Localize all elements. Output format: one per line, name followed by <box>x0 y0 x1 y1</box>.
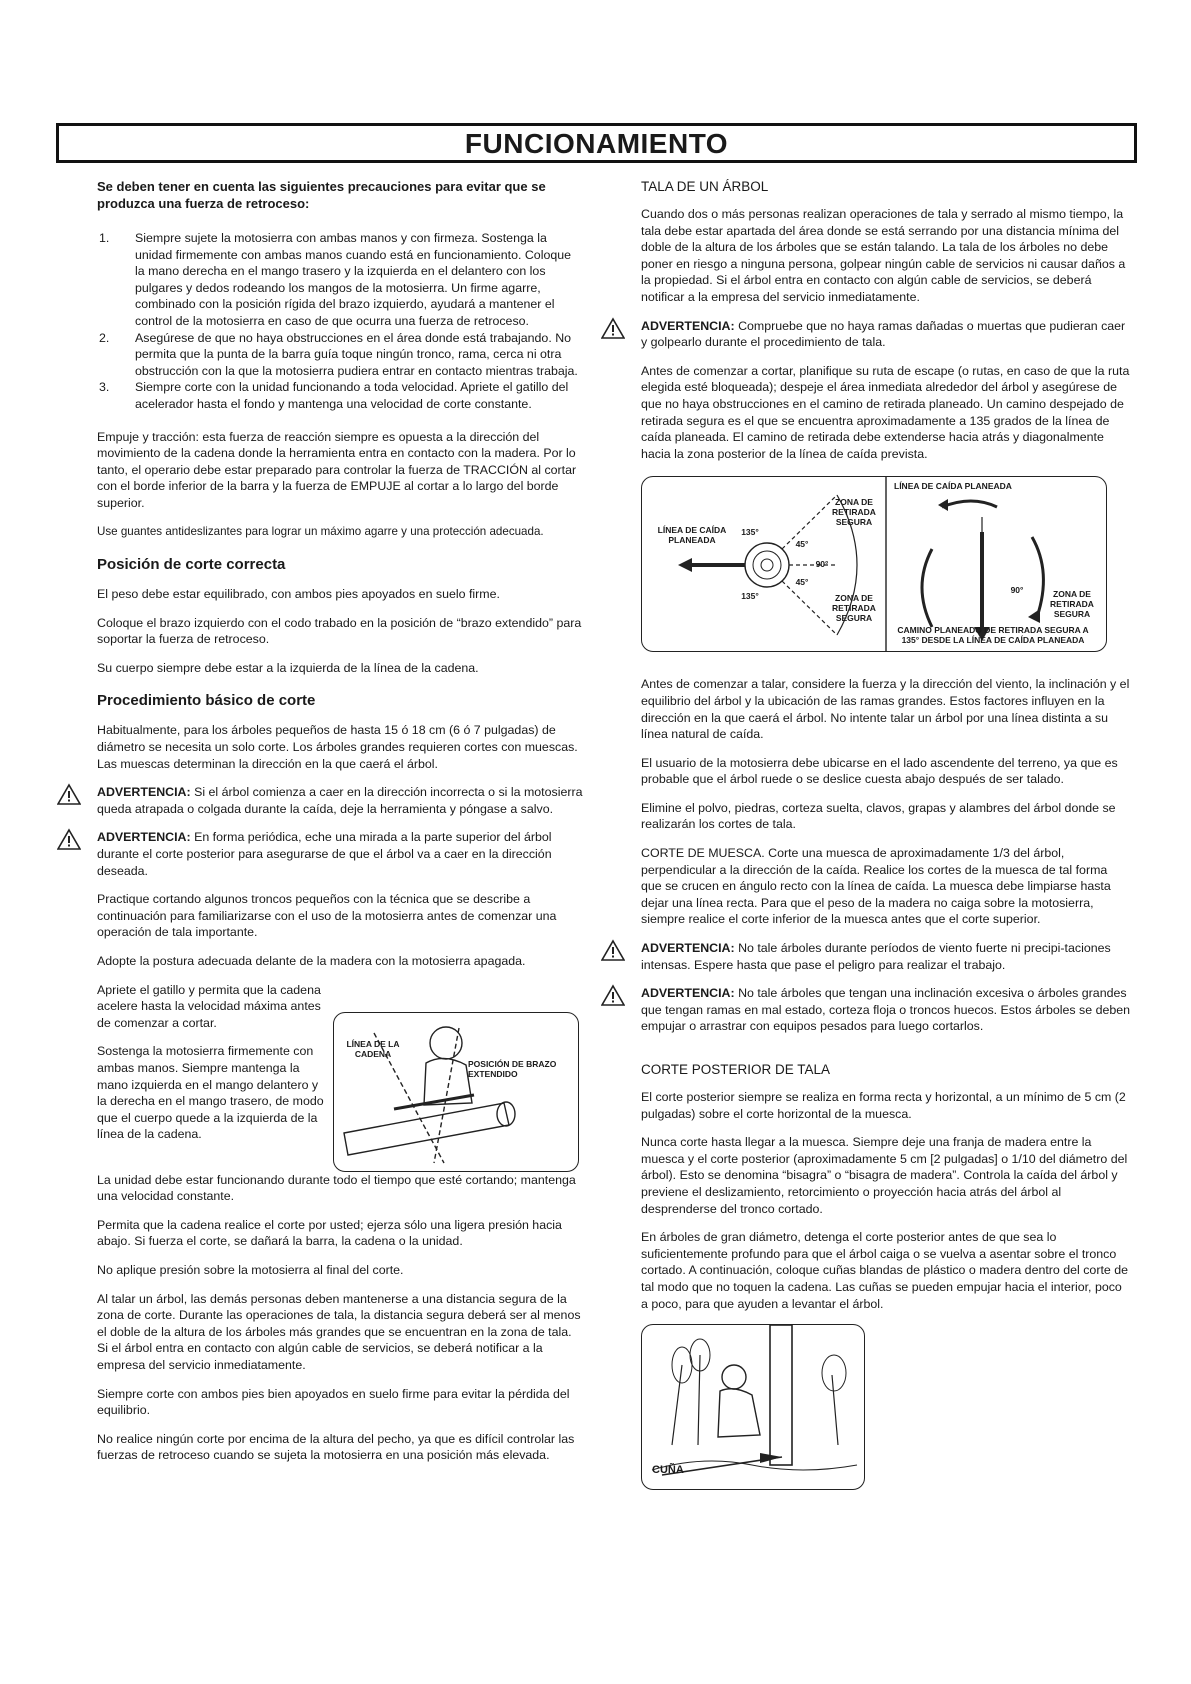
heading-back-cut: CORTE POSTERIOR DE TALA <box>641 1062 831 1077</box>
angle-90: 90° <box>815 559 829 570</box>
hold-paragraph: Sostenga la motosierra firmemente con ambas manos. Siempre mantenga la mano izquierda en el mango delantero y la derecha en el mango trasero, de modo que el cuerpo quede a la izquierda de la línea de la cadena. <box>97 1044 324 1142</box>
running-paragraph: La unidad debe estar funcionando durante todo el tiempo que esté cortando; mantenga una velocidad constante. <box>97 1172 576 1204</box>
angle-45-top: 45° <box>795 539 809 550</box>
retreat-zone-figure <box>641 476 1107 652</box>
let-chain-paragraph: Permita que la cadena realice el corte por usted; ejerza sólo una ligera presión hacia abajo. Si fuerza el corte, se dañará la barra, la cadena o la unidad. <box>97 1217 562 1249</box>
angle-90-right: 90° <box>1010 585 1024 596</box>
position-paragraph: El peso debe estar equilibrado, con ambos pies apoyados en suelo firme. <box>97 587 500 602</box>
chain-line-label: LÍNEA DE LA CADENA <box>346 1038 400 1059</box>
distance-paragraph: Al talar un árbol, las demás personas deben mantenerse a una distancia segura de la zona de corte. Durante las operaciones de tala, la distancia segura deberá ser al menos el doble de la altura de los árboles más grandes que se encuentran en la zona de tala. Si el árbol entra en contacto con algún cable de servicios, se deberá notificar a la empresa del servicio inmediatamente. <box>97 1291 581 1372</box>
angle-45-bottom: 45° <box>795 577 809 588</box>
heading-basic-procedure: Procedimiento básico de corte <box>97 692 316 710</box>
section-title-box <box>56 123 1137 163</box>
list-item: 2. Asegúrese de que no haya obstrucciones en el área donde está trabajando. No permita que la punta de la barra guía toque ningún tronco, rama, cerca ni otra obstrucción con la que la motosierra pudiera entrar en contacto mientras trabaja. <box>99 330 578 378</box>
chest-paragraph: No realice ningún corte por encima de la altura del pecho, ya que es difícil controlar las fuerzas de retroceso cuando se sujeta la motosierra en una posición más elevada. <box>97 1431 575 1463</box>
retreat-zone-right-label: ZONA DE RETIRADA SEGURA <box>1050 589 1094 620</box>
warning-triangle-icon <box>57 783 81 805</box>
warning-triangle-icon <box>601 939 625 961</box>
no-pressure-paragraph: No aplique presión sobre la motosierra al final del corte. <box>97 1262 404 1277</box>
list-item: 3. Siempre corte con la unidad funcionando a toda velocidad. Apriete el gatillo del acelerador hasta el fondo y mantenga una velocidad de corte constante. <box>99 380 569 411</box>
back-cut-paragraph: El corte posterior siempre se realiza en forma recta y horizontal, a un mínimo de 5 cm (2 pulgadas) sobre el corte horizontal de la muesca. <box>641 1090 1126 1121</box>
chainsaw-operator-illustration <box>334 1013 578 1171</box>
warning-paragraph: ADVERTENCIA: Compruebe que no haya ramas dañadas o muertas que pudieran caer y golpearlo durante el procedimiento de tala. <box>641 318 1131 351</box>
uphill-paragraph: El usuario de la motosierra debe ubicarse en el lado ascendente del terreno, ya que es probable que el árbol ruede o se deslice cuesta abajo después de ser talado. <box>641 755 1118 787</box>
notch-paragraph: CORTE DE MUESCA. Corte una muesca de aproximadamente 1/3 del árbol, perpendicular a la dirección de la caída. Realice los cortes de la muesca de tal forma que se crucen en ángulo recto con la línea de caída. La muesca debe limpiarse hasta dejar una línea recta. Para que el peso de la madera no caiga sobre la motosierra, siempre realice el corte inferior de la muesca antes que el corte superior. <box>641 846 1111 927</box>
extended-arm-label: POSICIÓN DE BRAZO EXTENDIDO <box>468 1058 557 1079</box>
position-paragraph: Coloque el brazo izquierdo con el codo trabado en la posición de “brazo extendido” para soportar la fuerza de retroceso. <box>97 615 582 647</box>
back-cut-paragraph: En árboles de gran diámetro, detenga el corte posterior antes de que sea lo suficientemente profundo para que el árbol caiga o se vuelva a asentar sobre el tronco cortado. A continuación, coloque cuñas blandas de plástico o madera dentro del corte de tal modo que no toquen la cadena. Las cuñas se pueden empujar hacia el interior, poco a poco, para que ayuden a levantar el árbol. <box>641 1230 1129 1311</box>
posture-paragraph: Adopte la postura adecuada delante de la madera con la motosierra apagada. <box>97 954 526 968</box>
retreat-path-label: CAMINO PLANEADO DE RETIRADA SEGURA A 135° DESDE LA LÍNEA DE CAÍDA PLANEADA <box>897 625 1089 646</box>
feet-paragraph: Siempre corte con ambos pies bien apoyados en suelo firme para evitar la pérdida del equilibrio. <box>97 1386 570 1418</box>
cutting-stance-block <box>97 982 583 1172</box>
wedge-label: CUÑA <box>652 1464 684 1477</box>
angle-135-top: 135° <box>741 527 759 538</box>
warning-triangle-icon <box>601 317 625 339</box>
practice-paragraph: Practique cortando algunos troncos pequeños con la técnica que se describe a continuación para familiarizarse con el uso de la motosierra antes de comenzar una operación de tala importante. <box>97 892 557 940</box>
warning-triangle-icon <box>601 984 625 1006</box>
chain-line-figure <box>333 1012 579 1172</box>
angle-135-bottom: 135° <box>741 591 759 602</box>
basic-paragraph: Habitualmente, para los árboles pequeños de hasta 15 ó 18 cm (6 ó 7 pulgadas) de diámetro se necesita un solo corte. Los árboles grandes requieren cortes con muescas. Las muescas determinan la dirección en la que caerá el árbol. <box>97 723 578 771</box>
wind-paragraph: Antes de comenzar a talar, considere la fuerza y la dirección del viento, la inclinación y el equilibrio del árbol y la ubicación de las ramas grandes. Estos factores influyen en la dirección en la que caerá el árbol. No intente talar un árbol por una línea distinta a su línea natural de caída. <box>641 677 1130 742</box>
wedge-figure <box>641 1324 865 1490</box>
precaution-list <box>97 230 583 413</box>
fall-line-top-label: LÍNEA DE CAÍDA PLANEADA <box>894 481 1012 492</box>
intro-text: Se deben tener en cuenta las siguientes precauciones para evitar que se produzca una fuerza de retroceso: <box>97 179 546 211</box>
back-cut-paragraph: Nunca corte hasta llegar a la muesca. Siempre deje una franja de madera entre la muesca y el corte posterior (aproximadamente 5 cm [2 pulgadas] o 1/10 del diámetro del árbol). Esto se denomina “bisagra” o “bisagra de madera”. Controla la caída del árbol y previene el deslizamiento, retorcimiento o proyección hacia atrás del árbol al desprenderse del tronco cortado. <box>641 1135 1128 1216</box>
warning-paragraph: ADVERTENCIA: Si el árbol comienza a caer en la dirección incorrecta o si la motosierra queda atrapada o colgada durante la caída, deje la herramienta y póngase a salvo. <box>97 784 583 817</box>
heading-correct-position: Posición de corte correcta <box>97 556 286 574</box>
page-title: FUNCIONAMIENTO <box>464 128 729 159</box>
retreat-zone-bottom-label: ZONA DE RETIRADA SEGURA <box>832 593 876 624</box>
warning-paragraph: ADVERTENCIA: No tale árboles que tengan una inclinación excesiva o árboles grandes que tengan ramas en mal estado, corteza floja o troncos huecos. Estos árboles se deben empujar o arrastrar con equipos pesados para luego cortarlos. <box>641 985 1131 1035</box>
warning-paragraph: ADVERTENCIA: No tale árboles durante períodos de viento fuerte ni precipi-taciones intensas. Espere hasta que pase el peligro para realizar el trabajo. <box>641 940 1131 973</box>
escape-paragraph: Antes de comenzar a cortar, planifique su ruta de escape (o rutas, en caso de que la ruta elegida esté bloqueada); despeje el área inmediata alrededor del árbol y asegúrese de que no haya obstrucciones en el camino de retirada planeado. Un camino despejado de retirada segura es el que se encuentra aproximadamente a 135 grados de la línea de caída planeada. El camino de retirada debe extenderse hacia atrás y diagonalmente hacia la zona posterior de la línea de caída prevista. <box>641 363 1130 461</box>
gloves-paragraph: Use guantes antideslizantes para lograr un máximo agarre y una protección adecuada. <box>97 524 544 538</box>
warning-paragraph: ADVERTENCIA: En forma periódica, eche una mirada a la parte superior del árbol durante el corte posterior para asegurarse de que el árbol va a caer en la dirección deseada. <box>97 829 583 879</box>
position-paragraph: Su cuerpo siempre debe estar a la izquierda de la línea de la cadena. <box>97 660 479 675</box>
retreat-zone-top-label: ZONA DE RETIRADA SEGURA <box>832 497 876 528</box>
trigger-paragraph: Apriete el gatillo y permita que la cadena acelere hasta la velocidad máxima antes de comenzar a cortar. <box>97 982 321 1030</box>
push-pull-paragraph: Empuje y tracción: esta fuerza de reacción siempre es opuesta a la dirección del movimiento de la cadena donde la herramienta entra en contacto con la madera. Por lo tanto, el operario debe estar preparado para controlar la fuerza de TRACCIÓN al cortar con el borde inferior de la barra y la fuerza de EMPUJE al cortar a lo largo del borde superior. <box>97 429 577 510</box>
felling-paragraph: Cuando dos o más personas realizan operaciones de tala y serrado al mismo tiempo, la tala debe estar apartada del área donde se está serrando por una distancia mínima del doble de la altura de los árboles que se están talando. La tala de los árboles no debe poner en riesgo a ninguna persona, golpear ningún cable de servicios ni causar daños a la propiedad. Si el árbol entra en contacto con algún cable de servicios, se deberá notificar a la empresa del servicio inmediatamente. <box>641 207 1126 304</box>
left-column <box>97 178 583 1476</box>
remove-paragraph: Elimine el polvo, piedras, corteza suelta, clavos, grapas y alambres del árbol donde se realizarán los cortes de tala. <box>641 800 1116 832</box>
right-column <box>641 178 1131 1490</box>
fall-line-label: LÍNEA DE CAÍDA PLANEADA <box>657 525 727 546</box>
list-item: 1. Siempre sujete la motosierra con ambas manos y con firmeza. Sostenga la unidad firmemente con ambas manos cuando está en funcionamiento. Coloque la mano derecha en el mango trasero y la izquierda en el delantero con los pulgares y dedos rodeando los mangos de la motosierra. Un firme agarre, combinado con la posición rígida del brazo izquierdo, ayudará a mantener el control de la motosierra en caso de que ocurra una fuerza de retroceso. <box>99 231 572 328</box>
warning-triangle-icon <box>57 828 81 850</box>
heading-felling: TALA DE UN ÁRBOL <box>641 179 769 194</box>
